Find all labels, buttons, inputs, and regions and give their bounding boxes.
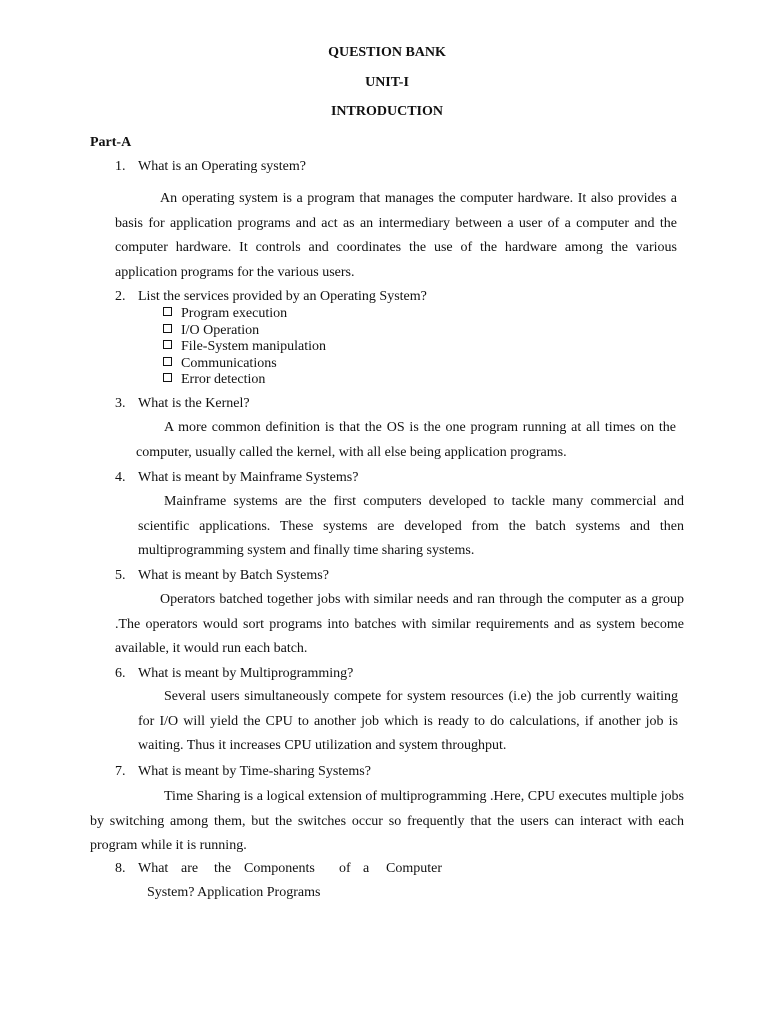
question-number: 3. (115, 396, 126, 411)
question-number: 1. (115, 159, 126, 174)
question-number: 2. (115, 289, 126, 304)
question-text-line2: System? Application Programs (147, 885, 321, 900)
question-text: List the services provided by an Operating System? (138, 289, 427, 304)
question-text: What is meant by Batch Systems? (138, 568, 329, 583)
header-section: INTRODUCTION (330, 104, 443, 119)
answer-3: A more common definition is that the OS is the one program running at all times on the computer, usually called the kernel, with all else being application programs. (136, 420, 676, 460)
checkbox-bullet-icon (163, 340, 172, 349)
checkbox-bullet-icon (163, 357, 172, 366)
services-list (163, 306, 326, 389)
checkbox-bullet-icon (163, 307, 172, 316)
answer-4: Mainframe systems are the first computers developed to tackle many commercial and scientific applications. These systems are developed from the batch systems and then multiprogramming system and finally time sharing systems. (138, 494, 684, 558)
header-unit: UNIT-I (365, 75, 409, 90)
answer-5: Operators batched together jobs with similar needs and ran through the computer as a group .The operators would sort programs into batches with similar requirements and as system become available, it would run each batch. (115, 592, 684, 656)
list-item: Error detection (163, 372, 326, 389)
list-item: Program execution (163, 306, 326, 323)
checkbox-bullet-icon (163, 373, 172, 382)
question-number: 6. (115, 666, 126, 681)
question-text: What is an Operating system? (138, 159, 306, 174)
question-7 (115, 764, 371, 780)
answer-1: An operating system is a program that manages the computer hardware. It also provides a basis for application programs and act as an intermediary between a user of a computer and the computer hardware. It controls and coordinates the use of the hardware among the various application programs for the various users. (115, 191, 677, 280)
checkbox-bullet-icon (163, 324, 172, 333)
question-text: What is the Kernel? (138, 396, 250, 411)
part-label: Part-A (90, 135, 132, 150)
list-item: I/O Operation (163, 323, 326, 340)
list-item: Communications (163, 356, 326, 373)
question-text: What is meant by Time-sharing Systems? (138, 764, 371, 779)
list-item: File-System manipulation (163, 339, 326, 356)
question-number: 5. (115, 568, 126, 583)
question-number: 4. (115, 470, 126, 485)
question-6 (115, 666, 353, 682)
answer-6: Several users simultaneously compete for system resources (i.e) the job currently waiting for I/O will yield the CPU to another job which is ready to do calculations, if another job is waiting. Thus it increases CPU utilization and system throughput. (138, 689, 678, 753)
question-number: 7. (115, 764, 126, 779)
question-text: What is meant by Mainframe Systems? (138, 470, 359, 485)
question-number: 8. (115, 861, 126, 876)
question-5 (115, 568, 329, 584)
question-1 (115, 159, 306, 175)
answer-7: Time Sharing is a logical extension of multiprogramming .Here, CPU executes multiple jobs by switching among them, but the switches occur so frequently that the users can interact with each program while it is running. (90, 789, 684, 853)
header-title: QUESTION BANK (328, 45, 446, 60)
question-2 (115, 289, 427, 305)
question-4 (115, 470, 358, 486)
question-8: 8. What are the Components of a Computer System? Application Programs (115, 861, 442, 900)
question-text: What is meant by Multiprogramming? (138, 666, 354, 681)
question-3 (115, 396, 250, 412)
